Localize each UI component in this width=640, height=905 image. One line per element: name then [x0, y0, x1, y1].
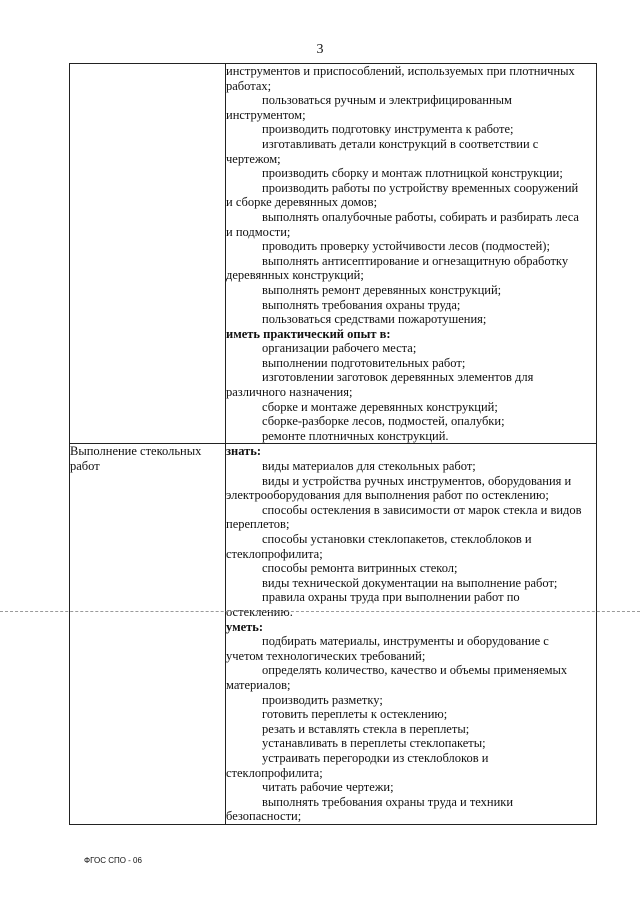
- text-line: читать рабочие чертежи;: [262, 780, 394, 795]
- text-line: готовить переплеты к остеклению;: [262, 707, 448, 722]
- text-line: сборке и монтаже деревянных конструкций;: [262, 399, 498, 414]
- text-line: и сборке деревянных домов;: [226, 195, 378, 210]
- footer-code: ФГОС СПО - 06: [84, 856, 142, 865]
- text-line: виды и устройства ручных инструментов, оборудования и: [262, 473, 572, 488]
- text-line: пользоваться ручным и электрифицированным: [262, 93, 512, 108]
- text-line: производить подготовку инструмента к работе;: [262, 122, 514, 137]
- text-line: выполнять требования охраны труда и техники: [262, 794, 514, 809]
- text-line: инструментом;: [226, 107, 306, 122]
- text-line: учетом технологических требований;: [226, 648, 426, 663]
- table-row: [70, 444, 597, 824]
- text-line: производить разметку;: [262, 692, 383, 707]
- text-line: безопасности;: [226, 809, 302, 824]
- text-line: изготовлении заготовок деревянных элементов для: [262, 370, 534, 385]
- text-line: организации рабочего места;: [262, 341, 417, 356]
- text-line: электрооборудования для выполнения работ по остеклению;: [226, 488, 549, 503]
- text-line: работах;: [226, 78, 272, 93]
- text-line: различного назначения;: [226, 385, 353, 400]
- row1-title-cell: [70, 64, 226, 444]
- text-line: способы установки стеклопакетов, стеклоблоков и: [262, 532, 532, 546]
- text-line: деревянных конструкций;: [226, 268, 364, 283]
- text-line: изготавливать детали конструкций в соответствии с: [262, 136, 539, 151]
- text-line: выполнять ремонт деревянных конструкций;: [262, 282, 502, 297]
- section-heading: иметь практический опыт в:: [226, 326, 391, 341]
- text-line: виды материалов для стекольных работ;: [262, 459, 476, 474]
- row2-content-cell: [226, 444, 597, 824]
- text-line: инструментов и приспособлений, используемых при плотничных: [226, 64, 575, 78]
- text-line: стеклопрофилита;: [226, 765, 323, 780]
- text-line: определять количество, качество и объемы применяемых: [262, 663, 568, 678]
- text-line: способы ремонта витринных стекол;: [262, 561, 458, 576]
- scan-fold-line: [0, 611, 640, 612]
- text-line: виды технической документации на выполнение работ;: [262, 575, 558, 590]
- text-line: пользоваться средствами пожаротушения;: [262, 312, 487, 327]
- text-line: остеклению.: [226, 604, 293, 619]
- text-line: подбирать материалы, инструменты и оборудование с: [262, 634, 549, 649]
- text-line: материалов;: [226, 677, 291, 692]
- text-line: производить сборку и монтаж плотницкой конструкции;: [262, 166, 563, 181]
- row1-content-cell: [226, 64, 597, 444]
- text-line: и подмости;: [226, 224, 291, 239]
- text-line: правила охраны труда при выполнении работ по: [262, 590, 520, 605]
- text-line: ремонте плотничных конструкций.: [262, 428, 449, 443]
- text-line: производить работы по устройству временных сооружений: [262, 180, 579, 195]
- page-number: 3: [316, 42, 324, 57]
- text-line: выполнении подготовительных работ;: [262, 355, 466, 370]
- text-line: выполнять антисептирование и огнезащитную обработку: [262, 253, 569, 268]
- text-line: стеклопрофилита;: [226, 546, 323, 561]
- text-line: чертежом;: [226, 151, 281, 166]
- text-line: проводить проверку устойчивости лесов (подмостей);: [262, 239, 550, 254]
- competency-table: [69, 63, 597, 825]
- row2-title-cell: Выполнение стекольных работ: [70, 444, 226, 824]
- text-line: выполнять опалубочные работы, собирать и разбирать леса: [262, 209, 579, 224]
- table-row: [70, 64, 597, 444]
- text-line: способы остекления в зависимости от марок стекла и видов: [262, 502, 582, 517]
- text-line: сборке-разборке лесов, подмостей, опалубки;: [262, 414, 505, 429]
- section-heading: уметь:: [226, 619, 264, 634]
- text-line: устраивать перегородки из стеклоблоков и: [262, 750, 489, 765]
- text-line: резать и вставлять стекла в переплеты;: [262, 721, 470, 736]
- text-line: выполнять требования охраны труда;: [262, 297, 461, 312]
- text-line: переплетов;: [226, 517, 290, 532]
- section-heading: знать:: [226, 444, 262, 459]
- text-line: устанавливать в переплеты стеклопакеты;: [262, 736, 486, 751]
